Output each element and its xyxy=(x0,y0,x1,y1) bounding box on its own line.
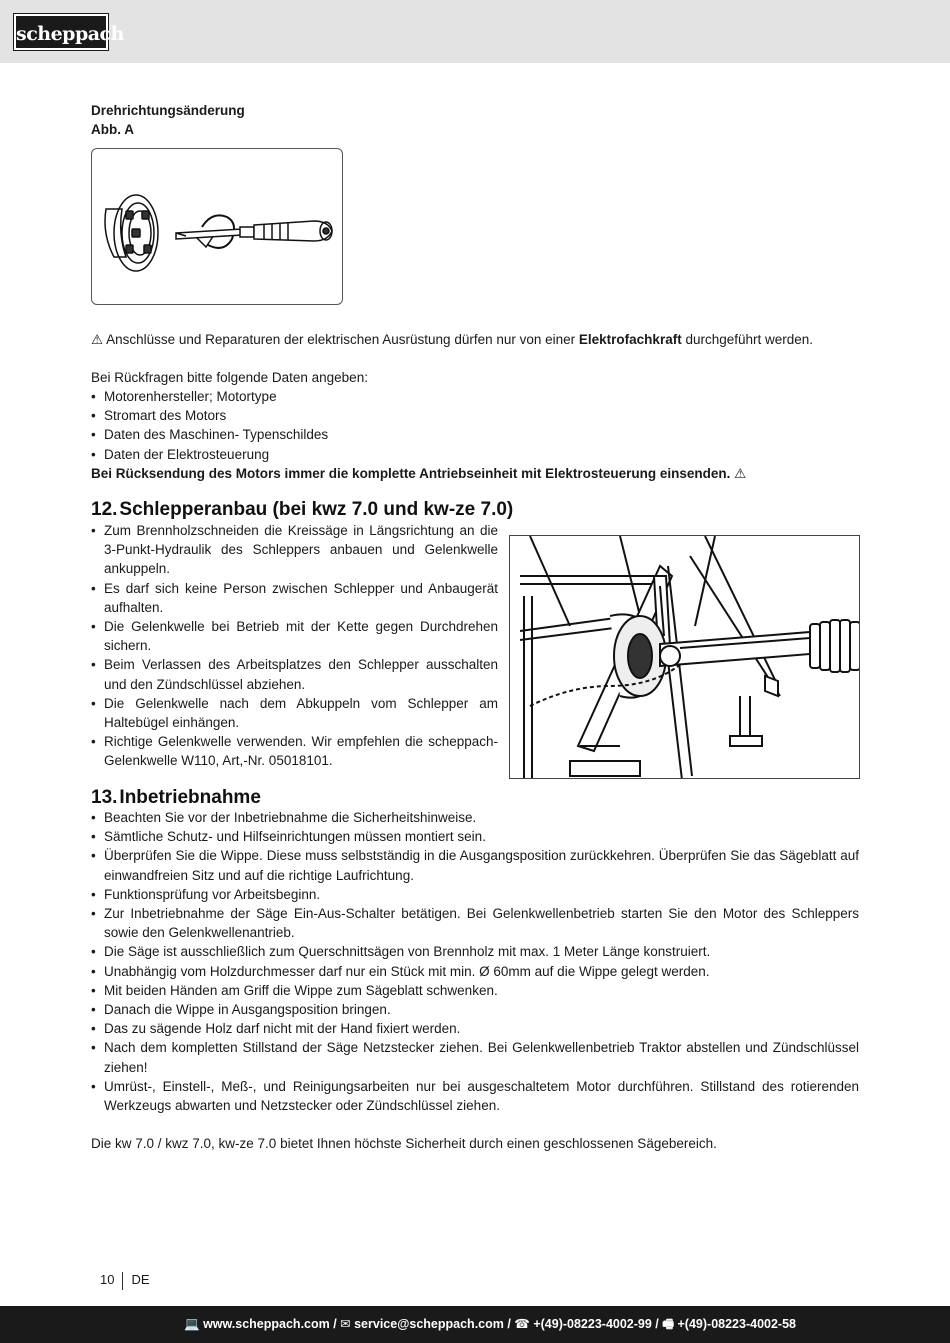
tractor-mount-illustration xyxy=(509,535,860,779)
page-header xyxy=(0,0,950,63)
list-item: • Richtige Gelenkwelle verwenden. Wir empfehlen die scheppach-Gelenkwelle W110, Art,-Nr. 05018101. xyxy=(91,732,498,770)
list-item: • Daten der Elektrosteuerung xyxy=(91,445,859,464)
warning-text-end: durchgeführt werden. xyxy=(681,332,814,347)
figure-a-plug-screwdriver xyxy=(91,148,343,305)
list-item: • Motorenhersteller; Motortype xyxy=(91,387,859,406)
list-item: • Mit beiden Händen am Griff die Wippe zum Sägeblatt schwenken. xyxy=(91,981,859,1000)
list-item: • Zur Inbetriebnahme der Säge Ein-Aus-Schalter betätigen. Bei Gelenkwellenbetrieb starten Sie den Motor des Schleppers sowie den Gelenkwellenantrieb. xyxy=(91,904,859,942)
list-item: • Das zu sägende Holz darf nicht mit der Hand fixiert werden. xyxy=(91,1019,859,1038)
list-item: • Die Gelenkwelle bei Betrieb mit der Kette gegen Durchdrehen sichern. xyxy=(91,617,498,655)
list-item: • Unabhängig vom Holzdurchmesser darf nur ein Stück mit min. Ø 60mm auf die Wippe gelegt werden. xyxy=(91,962,859,981)
list-item: • Stromart des Motors xyxy=(91,406,859,425)
list-item: • Die Gelenkwelle nach dem Abkuppeln vom Schlepper am Haltebügel einhängen. xyxy=(91,694,498,732)
list-item: • Funktionsprüfung vor Arbeitsbeginn. xyxy=(91,885,859,904)
list-item: • Überprüfen Sie die Wippe. Diese muss selbstständig in die Ausgangsposition zurückkehren. Überprüfen Sie das Sägeblatt auf einwandfreien Sitz und auf die richtige Laufrichtung. xyxy=(91,846,859,884)
figure-label: Abb. A xyxy=(91,122,134,137)
section-12-number: 12. xyxy=(91,499,118,520)
list-item: • Daten des Maschinen- Typenschildes xyxy=(91,425,859,444)
section-12-title-text: Schlepperanbau (bei kwz 7.0 und kw-ze 7.0) xyxy=(119,499,514,520)
list-item: • Umrüst-, Einstell-, Meß-, und Reinigungsarbeiten nur bei ausgeschaltetem Motor durchführen. Stillstand des rotierenden Werkzeugs abwarten und Netzstecker oder Zündschlüssel ziehen. xyxy=(91,1077,859,1115)
list-item: • Die Säge ist ausschließlich zum Querschnittsägen von Brennholz mit max. 1 Meter Länge konstruiert. xyxy=(91,942,859,961)
inquiry-intro: Bei Rückfragen bitte folgende Daten angeben: xyxy=(91,370,368,385)
section-13-list xyxy=(91,808,859,1115)
section-12-title xyxy=(91,499,513,521)
closing-statement: Die kw 7.0 / kwz 7.0, kw-ze 7.0 bietet Ihnen höchste Sicherheit durch einen geschlossenen Sägebereich. xyxy=(91,1136,717,1151)
electrical-warning xyxy=(91,330,859,349)
plug-rotation-illustration xyxy=(92,149,344,306)
contact-line: 💻 www.scheppach.com / ✉ service@scheppach.com / ☎ +(49)-08223-4002-99 / 🖷 +(49)-08223-4002-58 xyxy=(184,1317,796,1331)
list-item: • Danach die Wippe in Ausgangsposition bringen. xyxy=(91,1000,859,1019)
return-note: Bei Rücksendung des Motors immer die komplette Antriebseinheit mit Elektrosteuerung einsenden. ⚠ xyxy=(91,466,747,481)
list-item: • Es darf sich keine Person zwischen Schlepper und Anbaugerät aufhalten. xyxy=(91,579,498,617)
list-item: • Sämtliche Schutz- und Hilfseinrichtungen müssen montiert sein. xyxy=(91,827,859,846)
language-code: DE xyxy=(131,1272,150,1287)
page-number-block xyxy=(100,1271,150,1290)
section-13-title-text: Inbetriebnahme xyxy=(119,787,261,808)
section-13-number: 13. xyxy=(91,787,118,808)
section-heading-rotation: Drehrichtungsänderung xyxy=(91,103,245,118)
list-item: • Nach dem kompletten Stillstand der Säge Netzstecker ziehen. Bei Gelenkwellenbetrieb Traktor abstellen und Zündschlüssel ziehen! xyxy=(91,1038,859,1076)
list-item: • Zum Brennholzschneiden die Kreissäge in Längsrichtung an die 3-Punkt-Hydraulik des Schleppers anbauen und Gelenkwelle ankuppeln. xyxy=(91,521,498,579)
contact-footer xyxy=(0,1306,950,1343)
page-number-divider xyxy=(122,1272,123,1290)
warning-text-start: ⚠ Anschlüsse und Reparaturen der elektrischen Ausrüstung dürfen nur von einer xyxy=(91,332,579,347)
pto-shaft-drawing xyxy=(510,536,860,779)
list-item: • Beachten Sie vor der Inbetriebnahme die Sicherheitshinweise. xyxy=(91,808,859,827)
section-13-title xyxy=(91,787,261,809)
inquiry-list xyxy=(91,387,859,464)
section-12-list xyxy=(91,521,498,771)
page-number: 10 xyxy=(100,1272,115,1287)
list-item: • Beim Verlassen des Arbeitsplatzes den Schlepper ausschalten und den Zündschlüssel abziehen. xyxy=(91,655,498,693)
warning-text-bold: Elektrofachkraft xyxy=(578,332,682,347)
scheppach-logo: scheppach xyxy=(14,14,108,50)
